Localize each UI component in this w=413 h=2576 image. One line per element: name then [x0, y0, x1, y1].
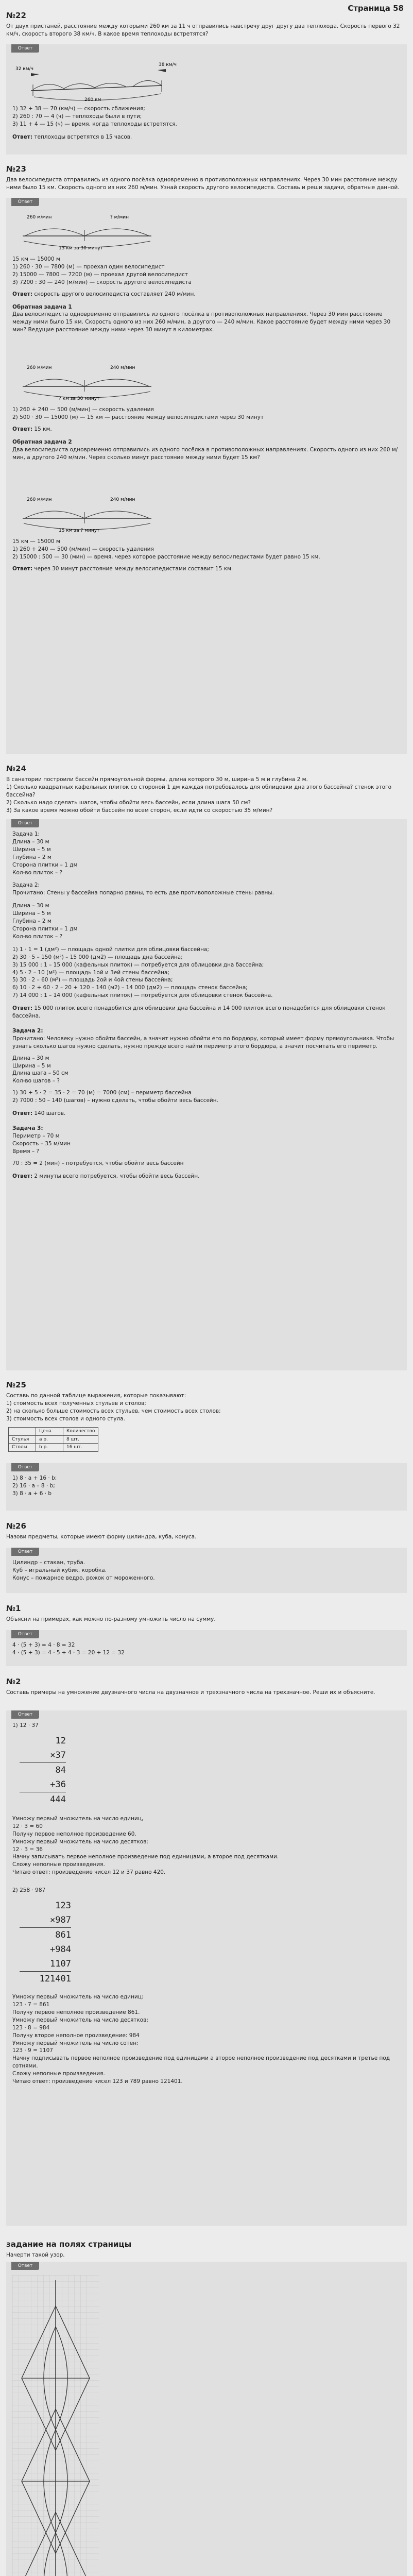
calc-line: 1) 30 + 5 · 2 = 35 · 2 = 70 (м) = 7000 (см) – периметр бассейна: [12, 1090, 192, 1096]
column-multiplication-1: [20, 1734, 66, 1811]
answer-text: 15 000 плиток всего понадобится для облицовки дна бассейна и 14 000 плиток всего понадобится для облицовки стенок бассейна.: [12, 1005, 386, 1020]
table-cell: 8 шт.: [63, 1435, 98, 1444]
answer-panel-23: [6, 198, 407, 754]
speed-2: 240 м/мин: [110, 497, 135, 502]
given-line: Ширина – 5 м: [12, 846, 51, 853]
column-line: ×987: [20, 1913, 71, 1928]
answer-label: Ответ:: [12, 565, 33, 572]
task-22: [6, 7, 407, 38]
given-line: Ширина – 5 м: [12, 910, 51, 917]
solution-line: Сложу неполные произведения.: [12, 1861, 105, 1868]
task-number: №24: [6, 764, 26, 773]
column-multiplication-2: [20, 1899, 71, 1989]
given-line: Сторона плитки – 1 дм: [12, 861, 78, 868]
task-number: №23: [6, 164, 26, 174]
task-text: От двух пристаней, расстояние между которыми 260 км за 11 ч отправились навстречу друг другу два теплохода. Скорость первого 32 км/ч, скорость второго 38 км/ч. В какое время теплоходы встретятся?: [6, 23, 400, 38]
solution-line: Конус – пожарное ведро, рожок от мороженного.: [12, 1574, 155, 1581]
answer-tag: Ответ: [11, 1463, 39, 1471]
answer-label: Ответ:: [12, 133, 33, 140]
solution-25: [12, 1475, 401, 1498]
task-text: В санатории построили бассейн прямоугольной формы, длина которого 30 м, ширина 5 м и глубина 2 м. 1) Сколько квадратных кафельных плиток со стороной 1 дм каждая потребовалось для облицовки дна этого бассейна? стенок этого бассейна? 2) Сколько надо сделать шагов, чтобы обойти весь бассейн, если длина шага 50 см? 3) За какое время можно обойти бассейн по всем сторон, если идти со скоростью 35 м/мин?: [6, 776, 392, 814]
solution-line: Цилиндр – стакан, труба.: [12, 1560, 85, 1566]
motion-diagram-23-rev2: [12, 493, 167, 535]
speed-2: ? м/мин: [110, 215, 129, 220]
reverse-task-2-title: Обратная задача 2: [12, 438, 72, 445]
answer-panel-margins: [6, 2262, 407, 2576]
solution-line: Получу второе неполное произведение: 984: [12, 2032, 140, 2039]
answer-tag: Ответ: [11, 1710, 39, 1719]
column-line: 861: [55, 1930, 71, 1941]
calc-line: 70 : 35 = 2 (мин) – потребуется, чтобы обойти весь бассейн: [12, 1160, 184, 1166]
solution-line: Начну записывать первое неполное произведение под единицами, а второе под десятками.: [12, 1854, 279, 1860]
given-line: Длина – 30 м: [12, 1055, 49, 1061]
task-1: [6, 1600, 407, 1623]
pattern-drawing: [12, 2275, 100, 2576]
task-text: Назови предметы, которые имеют форму цилиндра, куба, конуса.: [6, 1534, 197, 1540]
motion-diagram-23-rev1: [12, 361, 167, 403]
task-number: №26: [6, 1521, 26, 1531]
solution-line: 2) 500 · 30 — 15000 (м) — 15 км — расстояние между велосипедистами через 30 минут: [12, 414, 264, 420]
given-line: Глубина – 2 м: [12, 918, 51, 925]
solution-line: 12 · 3 = 36: [12, 1846, 43, 1853]
solution-line: 3) 11 + 4 — 15 (ч) — время, когда теплоходы встретятся.: [12, 121, 177, 127]
answer-label: Ответ:: [12, 1173, 33, 1179]
solution-line: 2) 15000 — 7800 — 7200 (м) — проехал другой велосипедист: [12, 271, 188, 278]
price-table: [8, 1427, 98, 1452]
given-line: Скорость – 35 м/мин: [12, 1140, 71, 1147]
column-line: +36: [20, 1777, 66, 1792]
calc-line: 5) 30 · 2 – 60 (м²) — площадь 2ой и 4ой стены бассейна;: [12, 977, 173, 984]
reverse-task-2-text: Два велосипедиста одновременно отправились из одного посёлка в противоположных направлениях. Скорость одного из них 260 м/мин, а другого 240 м/мин. Через сколько минут расстояние между ними будет 15 км?: [12, 446, 398, 461]
solution-line: 4 · (5 + 3) = 4 · 8 = 32: [12, 1642, 75, 1648]
table-header: Цена: [36, 1427, 63, 1435]
answer-panel-22: [6, 44, 407, 155]
calc-line: 3) 15 000 : 1 – 15 000 (кафельных плиток) — потребуется для облицовки дна бассейна;: [12, 961, 264, 968]
solution-line: 1) 260 · 30 — 7800 (м) — проехал один велосипедист: [12, 263, 165, 270]
task-25: [6, 1377, 407, 1452]
solution-line: 4 · (5 + 3) = 4 · 5 + 4 · 3 = 20 + 12 = 32: [12, 1649, 125, 1656]
solution-line: 12 · 3 = 60: [12, 1823, 43, 1829]
solution-line: 3) 7200 : 30 — 240 (м/мин) — скорость другого велосипедиста: [12, 279, 192, 285]
table-cell: b р.: [36, 1444, 63, 1452]
task-number: №25: [6, 1380, 26, 1389]
speed-1: 32 км/ч: [15, 66, 33, 72]
task-text: Два велосипедиста отправились из одного посёлка одновременно в противоположных направлениях. Через 30 мин расстояние между ними было 15 км. Скорость одного из них 260 м/мин. Узнай скорость другого велосипедиста. Составь и реши задачи, обратные данной.: [6, 177, 400, 191]
given-line: Время – ?: [12, 1148, 40, 1155]
answer-text: через 30 минут расстояние между велосипедистами составит 15 км.: [34, 565, 233, 572]
solution-23-rev1: [12, 406, 401, 461]
distance: 260 км: [84, 97, 101, 103]
given-line: Кол-во плиток – ?: [12, 869, 63, 876]
speed-1: 260 м/мин: [27, 497, 52, 502]
solution-line: 1) 8 · a + 16 · b;: [12, 1475, 57, 1481]
calc-line: 2) 7000 : 50 – 140 (шагов) – нужно сделать, чтобы обойти весь бассейн.: [12, 1097, 218, 1104]
solution-24: [12, 831, 401, 1180]
task-number: №22: [6, 11, 26, 20]
speed-1: 260 м/мин: [27, 215, 52, 220]
margin-heading: задание на полях страницы: [6, 2240, 132, 2249]
solution-line: Получу первое неполное произведение 861.: [12, 2009, 140, 2015]
given-line: Длина шага – 50 см: [12, 1070, 68, 1077]
distance: ? км за 30 минут: [59, 396, 100, 401]
solution-line: Получу первое неполное произведение 60.: [12, 1831, 136, 1837]
motion-diagram-22: [12, 56, 187, 103]
column-line: ×37: [20, 1748, 66, 1763]
solution-1: [12, 1641, 401, 1657]
calc-line: 4) 5 · 2 – 10 (м²) — площадь 1ой и 3ей стены бассейна;: [12, 969, 169, 976]
given-line: Сторона плитки – 1 дм: [12, 925, 78, 932]
answer-label: Ответ:: [12, 291, 33, 297]
solution-line: 15 км — 15000 м: [12, 256, 60, 262]
solution-line: 3) 8 · a + 6 · b: [12, 1490, 52, 1497]
calc-line: 6) 10 · 2 + 60 · 2 – 20 + 120 – 140 (м2) – 14 000 (дм2) — площадь стенок бассейна;: [12, 985, 248, 991]
solution-line: 123 · 9 = 1107: [12, 2047, 53, 2054]
solution-line: Читаю ответ: произведение чисел 123 и 789 равно 121401.: [12, 2078, 183, 2085]
answer-text: скорость другого велосипедиста составляет 240 м/мин.: [34, 291, 196, 297]
margin-task: [6, 2236, 407, 2259]
task-2: [6, 1673, 407, 1697]
solution-line: 2) 16 · a – 8 · b;: [12, 1482, 55, 1489]
task-text: Составь по данной таблице выражения, которые показывают: 1) стоимость всех полученных стульев и столов; 2) на сколько больше стоимость всех стульев, чем стоимость всех столов; 3) стоимость всех столов и одного стула.: [6, 1393, 221, 1422]
column-line: 84: [55, 1765, 66, 1775]
answer-text: 140 шагов.: [34, 1110, 66, 1117]
task-26: [6, 1518, 407, 1541]
solution-line: Читаю ответ: произведение чисел 12 и 37 равно 420.: [12, 1869, 166, 1876]
answer-label: Ответ:: [12, 1005, 33, 1012]
solution-line: 2) 15000 : 500 — 30 (мин) — время, через которое расстояние между велосипедистами будет равно 15 км.: [12, 553, 320, 560]
column-line: 121401: [39, 1974, 71, 1985]
example-title: 2) 258 · 987: [12, 1887, 46, 1894]
solution-line: Сложу неполные произведения.: [12, 2071, 105, 2077]
solution-2: [12, 1722, 401, 2086]
task-number: №1: [6, 1604, 21, 1613]
column-line: +984: [50, 1944, 71, 1955]
page-title: Страница 58: [348, 4, 404, 13]
solution-23: [12, 256, 401, 334]
answer-panel-24: [6, 819, 407, 1370]
task2-text: Прочитано: Человеку нужно обойти бассейн, а значит нужно обойти его по бордюру, который имеет форму прямоугольника. Чтобы узнать сколько шагов нужно сделать, нужно прежде всего найти периметр этого бордюра, а значит посчитать его периметр.: [12, 1035, 394, 1049]
margin-text: Начерти такой узор.: [6, 2252, 65, 2259]
answer-tag: Ответ: [11, 1630, 39, 1638]
solution-line: 2) 260 : 70 — 4 (ч) — теплоходы были в пути;: [12, 113, 142, 120]
answer-tag: Ответ: [11, 819, 39, 827]
column-line: 444: [50, 1794, 66, 1805]
answer-tag: Ответ: [11, 198, 39, 206]
given-line: Ширина – 5 м: [12, 1062, 51, 1069]
answer-panel-26: [6, 1548, 407, 1593]
solution-line: 15 км — 15000 м: [12, 538, 60, 545]
table-cell: 16 шт.: [63, 1444, 98, 1452]
task2-title: Задача 2:: [12, 1027, 43, 1034]
answer-text: 2 минуты всего потребуется, чтобы обойти весь бассейн.: [34, 1173, 200, 1179]
answer-tag: Ответ: [11, 44, 39, 53]
answer-label: Ответ:: [12, 426, 33, 432]
solution-line: Умножу первый множитель на число сотен:: [12, 2040, 139, 2046]
solution-line: Начну подписывать первое неполное произведение под единицами а второе неполное произведение под десятками и третье под сотнями.: [12, 2055, 390, 2070]
task3-title: Задача 3:: [12, 1125, 43, 1131]
column-line: 123: [55, 1901, 71, 1911]
table-header: Количество: [63, 1427, 98, 1435]
answer-panel-2: [6, 1710, 407, 2226]
answer-panel-1: [6, 1630, 407, 1666]
task-23: [6, 161, 407, 192]
table-cell: a р.: [36, 1435, 63, 1444]
calc-line: 7) 14 000 : 1 – 14 000 (кафельных плиток) — потребуется для облицовки стенок бассейна.: [12, 992, 273, 999]
solution-line: Умножу первый множитель на число единиц:: [12, 1994, 144, 2001]
solution-line: 1) 260 + 240 — 500 (м/мин) — скорость удаления: [12, 406, 154, 413]
answer-label: Ответ:: [12, 1110, 33, 1117]
reverse-task-1-title: Обратная задача 1: [12, 303, 72, 310]
answer-panel-25: [6, 1463, 407, 1511]
given-line: Кол-во шагов – ?: [12, 1078, 60, 1084]
example-title: 1) 12 · 37: [12, 1722, 39, 1728]
calc-line: 1) 1 · 1 = 1 (дм²) — площадь одной плитки для облицовки бассейна;: [12, 946, 209, 953]
given-line: Глубина – 2 м: [12, 854, 51, 860]
table-cell: Стулья: [9, 1435, 36, 1444]
solution-line: Умножу первый множитель на число десятков:: [12, 2016, 148, 2023]
solution-line: Куб – игральный кубик, коробка.: [12, 1567, 107, 1573]
table-cell: Столы: [9, 1444, 36, 1452]
task1-title: Задача 1:: [12, 831, 40, 837]
solution-line: 123 · 8 = 984: [12, 2024, 50, 2031]
given-line: Длина – 30 м: [12, 903, 49, 909]
task-text: Составь примеры на умножение двузначного числа на двузначное и трехзначного числа на трехзначное. Реши их и объясните.: [6, 1689, 375, 1696]
answer-tag: Ответ: [11, 2262, 39, 2270]
answer-text: теплоходы встретятся в 15 часов.: [34, 133, 132, 140]
answer-text: 15 км.: [34, 426, 52, 432]
solution-22: [12, 105, 401, 141]
task-number: №2: [6, 1677, 21, 1686]
distance: 15 км за 30 минут: [59, 246, 103, 251]
speed-2: 38 км/ч: [159, 62, 177, 67]
motion-diagram-23: [12, 210, 167, 252]
speed-2: 240 м/мин: [110, 365, 135, 370]
calc-line: 2) 30 · 5 – 150 (м²) – 15 000 (дм2) — площадь дна бассейна;: [12, 954, 183, 960]
reverse-task-1-text: Два велосипедиста одновременно отправились из одного посёлка в противоположных направлениях. Через 30 мин расстояние между ними было 15 км. Скорость одного из них 260 м/мин, а другого — 240 м/мин. Какое расстояние будет между ними через 30 мин? Ведущие расстояние между ними через 30 минут в километрах.: [12, 311, 391, 333]
solution-26: [12, 1559, 401, 1582]
given-line: Кол-во плиток – ?: [12, 933, 63, 940]
column-line: 12: [55, 1735, 66, 1746]
solution-line: 1) 260 + 240 — 500 (м/мин) — скорость удаления: [12, 546, 154, 552]
given-line: Прочитано: Стены у бассейна попарно равны, то есть две противоположные стены равны.: [12, 890, 274, 896]
task-24: [6, 760, 407, 815]
given-line: Задача 2:: [12, 882, 40, 889]
column-line: 1107: [20, 1957, 71, 1972]
solution-line: Умножу первый множитель на число единиц,: [12, 1815, 144, 1822]
solution-23-rev2: [12, 538, 401, 573]
answer-tag: Ответ: [11, 1548, 39, 1556]
task-text: Объясни на примерах, как можно по-разному умножить число на сумму.: [6, 1616, 216, 1623]
solution-line: 1) 32 + 38 — 70 (км/ч) — скорость сближения;: [12, 106, 145, 112]
speed-1: 260 м/мин: [27, 365, 52, 370]
given-line: Периметр – 70 м: [12, 1132, 60, 1139]
solution-line: 123 · 7 = 861: [12, 2001, 50, 2008]
solution-line: Умножу первый множитель на число десятков:: [12, 1838, 148, 1845]
distance: 15 км за ? минут: [59, 528, 100, 533]
given-line: Длина – 30 м: [12, 838, 49, 845]
